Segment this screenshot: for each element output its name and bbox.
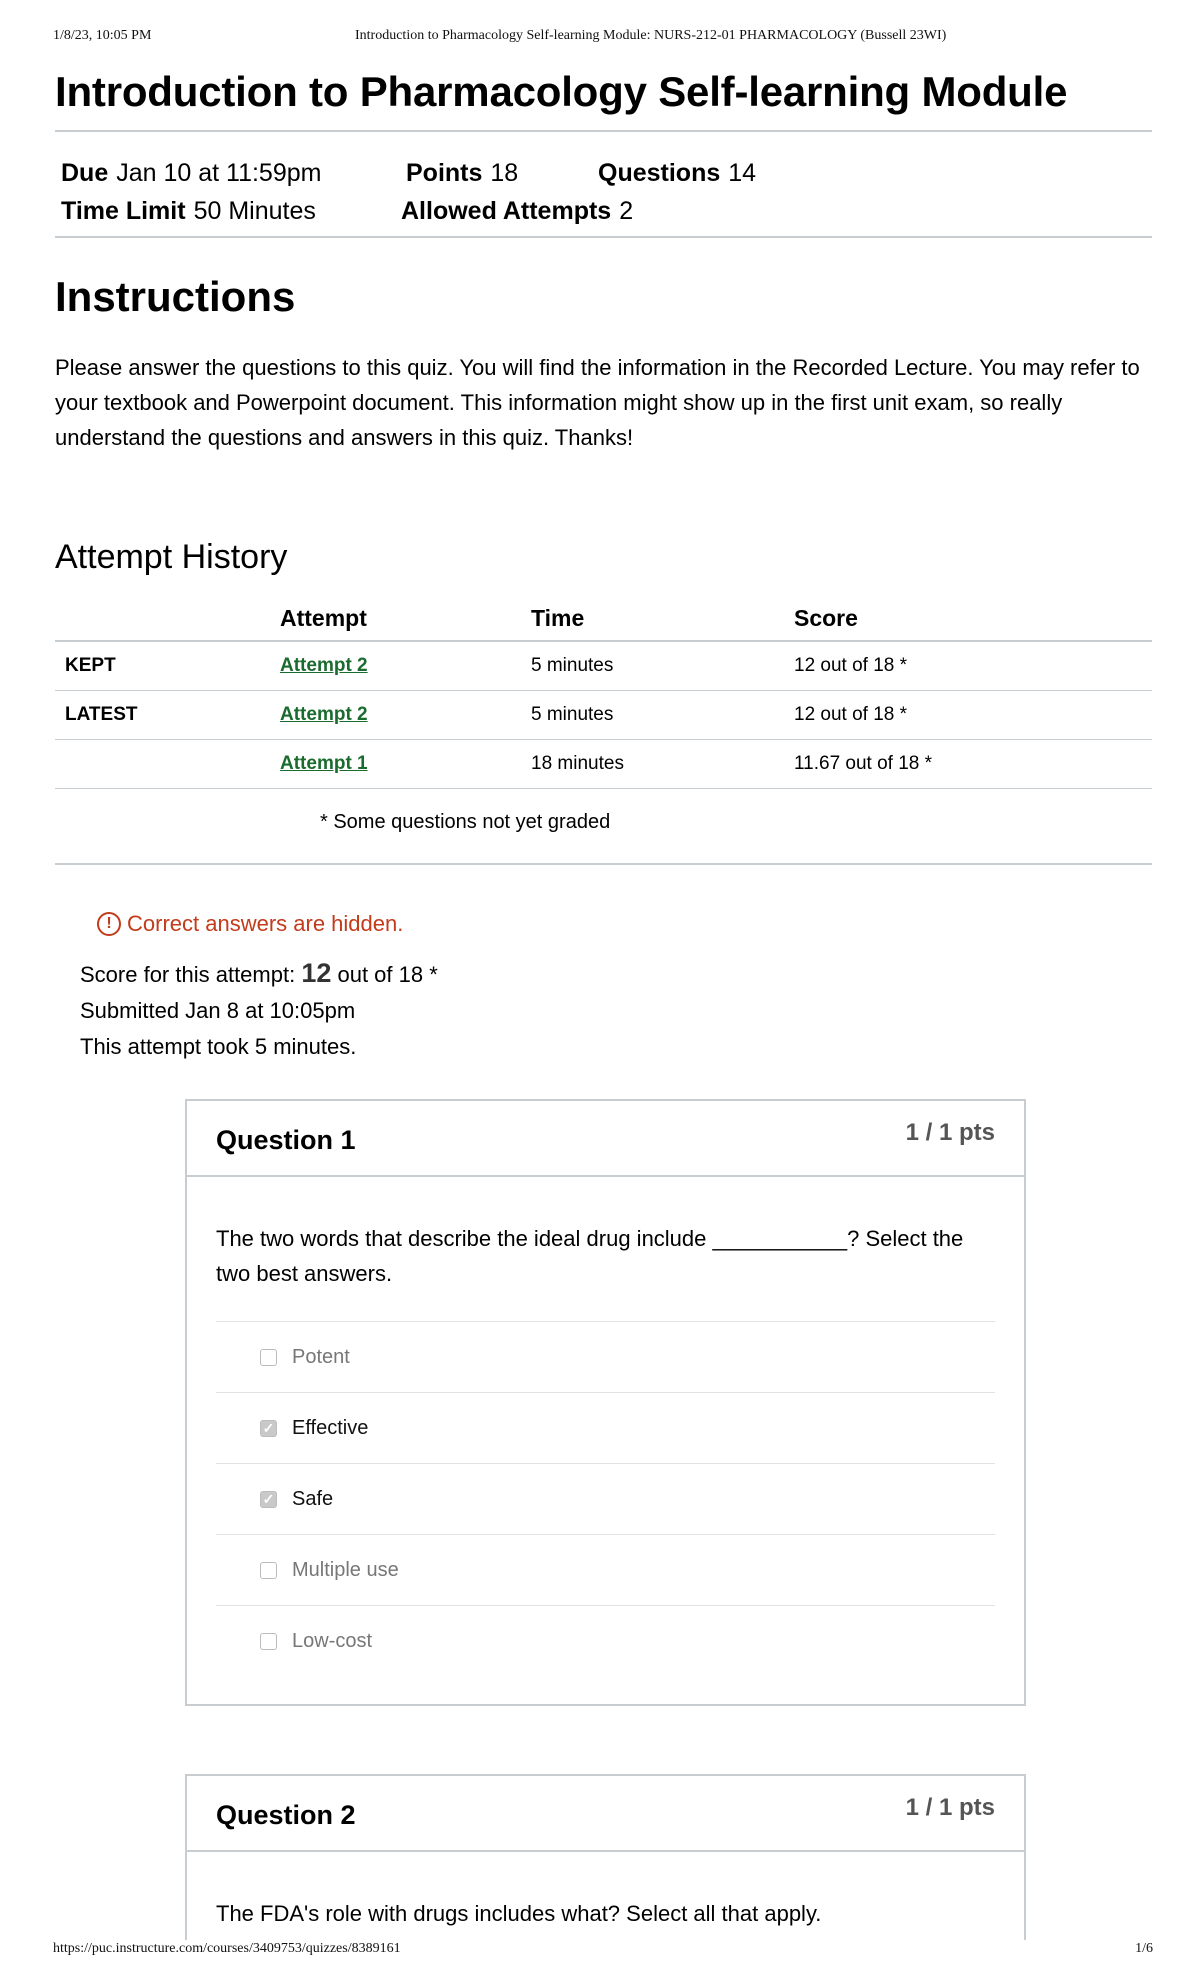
checkbox-unchecked[interactable]: [260, 1562, 277, 1579]
print-title: Introduction to Pharmacology Self-learning Module: NURS-212-01 PHARMACOLOGY (Bussell 23WI): [355, 28, 947, 43]
points-detail: [406, 158, 518, 188]
answer-option[interactable]: [216, 1463, 995, 1534]
due-detail: [61, 158, 321, 188]
score-prefix: Score for this attempt:: [80, 961, 302, 987]
checkbox-unchecked[interactable]: [260, 1349, 277, 1366]
answer-option[interactable]: [216, 1392, 995, 1463]
instructions-text: Please answer the questions to this quiz. You will find the information in the Recorded Lecture. You may refer to your textbook and Powerpoint document. This information might show up in the first unit exam, so really understand the questions and answers in this quiz. Thanks!: [55, 355, 1140, 450]
col-time: Time: [531, 597, 794, 641]
row-label: [55, 739, 280, 788]
answer-label: Effective: [292, 1416, 369, 1439]
attempt-time: 5 minutes: [531, 641, 794, 690]
time-limit-value: 50 Minutes: [193, 197, 316, 225]
questions-label: Questions: [598, 159, 721, 187]
questions-value: 14: [728, 159, 757, 187]
question-points: 1 / 1 pts: [905, 1119, 995, 1146]
attempt-duration: This attempt took 5 minutes.: [80, 1033, 357, 1059]
question-text: The two words that describe the ideal drug include ___________? Select the two best answers.: [216, 1226, 964, 1286]
question-body: [187, 1852, 1024, 1940]
attempt-score: 12 out of 18 *: [794, 641, 1152, 690]
attempt-score: 11.67 out of 18 *: [794, 739, 1152, 788]
points-label: Points: [406, 159, 483, 187]
allowed-attempts-value: 2: [619, 197, 634, 225]
question-2: [185, 1774, 1026, 1940]
question-title: Question 2: [216, 1800, 356, 1830]
answer-label: Multiple use: [292, 1558, 399, 1581]
answers-hidden-text: Correct answers are hidden.: [127, 910, 404, 936]
attempt-history-title: Attempt History: [55, 538, 288, 576]
attempt-link[interactable]: Attempt 2: [280, 654, 368, 676]
checkbox-unchecked[interactable]: [260, 1633, 277, 1650]
points-value: 18: [490, 159, 519, 187]
question-body: [187, 1177, 1024, 1704]
question-1: [185, 1099, 1026, 1706]
checkbox-checked[interactable]: [260, 1420, 277, 1437]
alert-icon: !: [97, 912, 121, 936]
submitted-time: Submitted Jan 8 at 10:05pm: [80, 997, 356, 1023]
attempt-score: 12 out of 18 *: [794, 690, 1152, 739]
checkbox-checked[interactable]: [260, 1491, 277, 1508]
col-attempt: Attempt: [280, 597, 531, 641]
score-line: [80, 955, 1152, 993]
table-header-row: [55, 597, 1152, 641]
attempt-time: 18 minutes: [531, 739, 794, 788]
print-footer: [53, 1941, 1153, 1961]
print-date: 1/8/23, 10:05 PM: [53, 28, 152, 43]
answer-label: Safe: [292, 1487, 334, 1510]
question-header: [187, 1101, 1024, 1177]
allowed-attempts-label: Allowed Attempts: [401, 197, 612, 225]
question-points: 1 / 1 pts: [905, 1794, 995, 1821]
answer-option[interactable]: [216, 1605, 995, 1676]
table-row: [55, 739, 1152, 788]
due-label: Due: [61, 159, 109, 187]
answer-option[interactable]: [216, 1534, 995, 1605]
attempt-history-table: [55, 597, 1152, 789]
quiz-content: [55, 60, 1152, 1065]
row-label: KEPT: [55, 641, 280, 690]
row-label: LATEST: [55, 690, 280, 739]
score-suffix: out of 18 *: [331, 961, 438, 987]
page-number: 1/6: [1135, 1941, 1153, 1956]
answers-hidden-alert: [97, 911, 1152, 937]
divider: [55, 863, 1152, 865]
question-header: [187, 1776, 1024, 1852]
time-limit-label: Time Limit: [61, 197, 186, 225]
time-limit-detail: [61, 196, 316, 226]
print-url: https://puc.instructure.com/courses/3409753/quizzes/8389161: [53, 1941, 401, 1956]
answer-option[interactable]: [216, 1321, 995, 1392]
question-title: Question 1: [216, 1125, 356, 1155]
attempt-time: 5 minutes: [531, 690, 794, 739]
allowed-attempts-detail: [401, 196, 633, 226]
instructions-title: Instructions: [55, 273, 296, 320]
table-row: [55, 690, 1152, 739]
score-value: 12: [301, 957, 332, 988]
col-score: Score: [794, 597, 1152, 641]
divider: [55, 236, 1152, 238]
attempt-link[interactable]: Attempt 2: [280, 703, 368, 725]
questions-detail: [598, 158, 756, 188]
table-row: [55, 641, 1152, 690]
page-title: Introduction to Pharmacology Self-learning Module: [55, 68, 1068, 115]
answer-label: Potent: [292, 1345, 350, 1368]
print-header: [53, 28, 1153, 48]
attempt-score-summary: [80, 955, 1152, 1065]
answer-label: Low-cost: [292, 1629, 373, 1652]
quiz-details: [55, 132, 1152, 236]
answer-list: [216, 1321, 995, 1676]
question-text: The FDA's role with drugs includes what? Select all that apply.: [216, 1901, 822, 1926]
not-graded-note: * Some questions not yet graded: [320, 810, 611, 833]
attempt-link[interactable]: Attempt 1: [280, 752, 368, 774]
due-value: Jan 10 at 11:59pm: [116, 159, 322, 187]
